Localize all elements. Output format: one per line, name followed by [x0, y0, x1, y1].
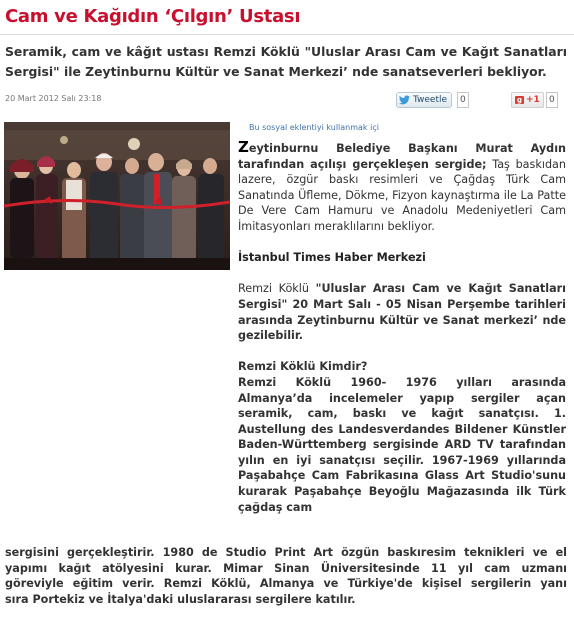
google-plus-icon: g: [517, 96, 523, 104]
twitter-bird-icon: [399, 95, 410, 105]
bio-line-2: yapımı kağıt atölyesini kurar. Mimar Sinan Üniversitesinde 11 yıl cam uzmanı: [5, 561, 567, 575]
article-photo: [4, 122, 230, 270]
bio-heading: Remzi Köklü Kimdir?: [238, 360, 368, 374]
article-title: Cam ve Kağıdın ‘Çılgın’ Ustası: [5, 6, 301, 27]
intro-rest: Taş baskıdan lazere, özgür baskı resimleri ve Çağdaş Türk Cam Sanatında Üfleme, Dökme, Fizyon kaynaştırma ile La Patte De Vere Cam Hamuru ve Anadolu Medeniyetleri Cam İmitasyonları meraklılarını bekliyor.: [238, 157, 566, 233]
news-source: İstanbul Times Haber Merkezi: [238, 251, 426, 265]
tweet-count: 0: [457, 92, 469, 108]
drop-cap: Z: [238, 138, 249, 156]
exhibition-info: "Uluslar Arası Cam ve Kağıt Sanatları Sergisi" 20 Mart Salı - 05 Nisan Perşembe tarihleri arasında Zeytinburnu Kültür ve Sanat merkezi’ nde gezilebilir.: [238, 282, 566, 343]
gplus-label: +1: [526, 95, 540, 105]
bio-continuation: [5, 545, 567, 607]
bio-line-4: sıra Portekiz ve İtalya'daki uluslararası sergilere katılır.: [5, 592, 356, 606]
bio-line-1: sergisini gerçekleştirir. 1980 de Studio Print Art özgün baskıresim teknikleri ve el: [5, 546, 567, 559]
gplus-button[interactable]: [511, 92, 544, 108]
publish-date: 20 Mart 2012 Salı 23:18: [5, 94, 102, 103]
intro-bold: eytinburnu Belediye Başkanı Murat Aydın tarafından açılışı gerçekleşen sergide;: [238, 142, 566, 171]
gplus-count: 0: [546, 92, 558, 108]
title-divider: [0, 34, 574, 35]
tweet-button[interactable]: [396, 92, 452, 108]
social-plugin-link[interactable]: Bu sosyal eklentiyi kullanmak içi: [249, 123, 379, 132]
bio-block: [238, 359, 566, 515]
ribbon-cutting-illustration: [4, 122, 230, 270]
article-lead: Seramik, cam ve kâğıt ustası Remzi Köklü "Uluslar Arası Cam ve Kağıt Sanatları Sergisi" ile Zeytinburnu Kültür ve Sanat Merkezi’ nde sanatseverleri bekliyor.: [5, 44, 567, 79]
artist-name: Remzi Köklü: [238, 282, 316, 296]
bio-text-1: Remzi Köklü 1960- 1976 yılları arasında Almanya’da incelemeler yapıp sergiler açan seramik, cam, baskı ve kağıt sanatçısı. 1. Austellung des Landesverdandes Bildener Künstler Baden-Württemberg sergisinde ARD TV tarafından yılın en iyi sanatçısı seçilir. 1967-1969 yıllarında Paşabahçe Cam Fabrikasına Glass Art Studio'sunu kurarak Paşabahçe Beyoğlu Mağazasında ilk Türk çağdaş cam: [238, 375, 566, 514]
tweet-label: Tweetle: [413, 95, 448, 105]
article-body: [238, 140, 566, 515]
body-paragraph-2: [238, 281, 566, 343]
bio-line-3: göreviyle eğitim verir. Remzi Köklü, Almanya ve Türkiye'de kişisel sergilerin yanı: [5, 577, 567, 591]
body-paragraph-1: [238, 140, 566, 235]
